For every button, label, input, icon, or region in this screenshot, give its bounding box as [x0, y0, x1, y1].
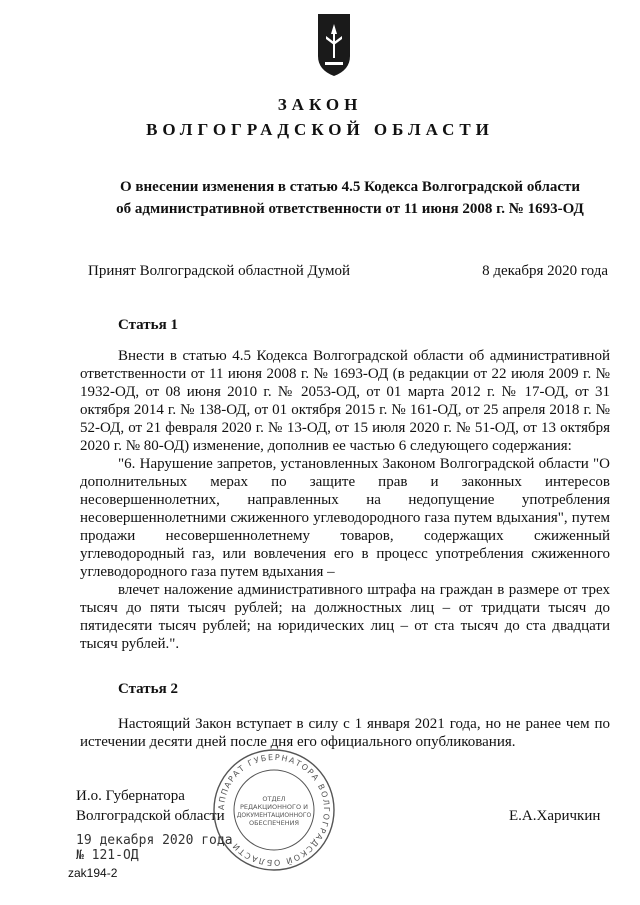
seal-center-line-2: РЕДАКЦИОННОГО И: [239, 803, 309, 811]
article-2-body: [80, 715, 610, 751]
article-1-body: [80, 347, 610, 653]
seal-stamp: [210, 746, 338, 874]
adopted-date: 8 декабря 2020 года: [482, 263, 608, 279]
article-1-penalty: влечет наложение административного штрафа на граждан в размере от трех тысяч до пяти тысяч рублей; на должностных лиц – от тридцати тысяч до пятидесяти тысяч рублей; на юридических лиц – от ста тысяч до ста двадцати тысяч рублей.".: [80, 582, 610, 652]
seal-center-line-4: ОБЕСПЕЧЕНИЯ: [248, 819, 300, 827]
law-subtitle: [60, 176, 640, 220]
subtitle-line-1: О внесении изменения в статью 4.5 Кодекса Волгоградской области: [119, 179, 581, 195]
signatory-position-line-1: И.о. Губернатора: [76, 788, 185, 804]
region-title: ВОЛГОГРАДСКОЙ ОБЛАСТИ: [146, 120, 494, 139]
seal-center-line-3: ДОКУМЕНТАЦИОННОГО: [236, 812, 312, 819]
subtitle-line-2: об административной ответственности от 11 июня 2008 г. № 1693-ОД: [116, 201, 584, 217]
document-code: zak194-2: [68, 866, 118, 880]
law-number: № 121-ОД: [76, 848, 139, 863]
article-1-quote: "6. Нарушение запретов, установленных Законом Волгоградской области "О дополнительных мерах по защите прав и законных интересов несовершеннолетних, направленных на недопущение употребления несовершеннолетними сжиженного углеводородного газа путем вдыхания", путем продажи несовершеннолетнему товаров, содержащих сжиженный углеводородный газ, или вовлечения его в процесс употребления сжиженного углеводородного газа путем вдыхания –: [80, 456, 610, 580]
signatory-position-line-2: Волгоградской области: [76, 808, 225, 824]
article-2-text: Настоящий Закон вступает в силу с 1 января 2021 года, но не ранее чем по истечении десяти дней после дня его официального опубликования.: [80, 716, 610, 750]
article-2-heading: Статья 2: [118, 681, 178, 697]
article-1-intro: Внести в статью 4.5 Кодекса Волгоградской области об административной ответственности от 11 июня 2008 г. № 1693-ОД (в редакции от 22 июля 2009 г. № 1932-ОД, от 08 июня 2010 г. № 2053-ОД, от 01 марта 2012 г. № 17-ОД, от 31 октября 2014 г. № 138-ОД, от 01 октября 2015 г. № 161-ОД, от 25 апреля 2018 г. № 52-ОД, от 21 февраля 2020 г. № 13-ОД, от 15 июля 2020 г. № 51-ОД, от 13 октября 2020 г. № 80-ОД) изменение, дополнив ее частью 6 следующего содержания:: [80, 348, 610, 454]
law-title: ЗАКОН: [277, 95, 363, 114]
article-1-heading: Статья 1: [118, 317, 178, 333]
coat-of-arms-icon: [316, 12, 352, 78]
signing-date: 19 декабря 2020 года: [76, 833, 233, 848]
adopted-by: Принят Волгоградской областной Думой: [88, 263, 351, 279]
seal-center-line-1: ОТДЕЛ: [262, 795, 286, 803]
signatory-name: Е.А.Харичкин: [509, 808, 601, 824]
seal-ring-text: АППАРАТ ГУБЕРНАТОРА ВОЛГОГРАДСКОЙ ОБЛАСТИ: [216, 752, 332, 868]
